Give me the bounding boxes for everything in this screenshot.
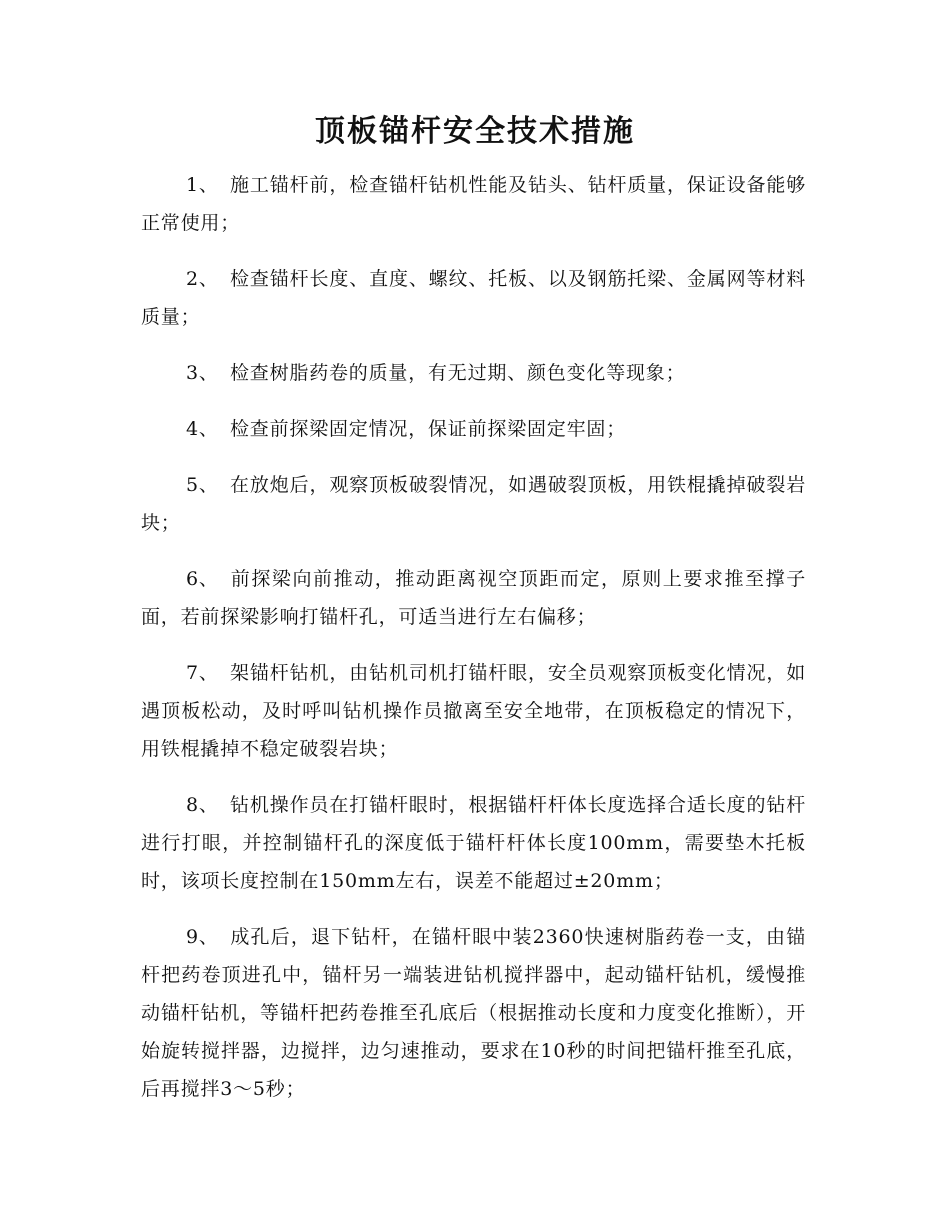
paragraph-text: 钻机操作员在打锚杆眼时，根据锚杆杆体长度选择合适长度的钻杆进行打眼，并控制锚杆孔的深度低于锚杆杆体长度100mm，需要垫木托板时，该项长度控制在150mm左右，误差不能超过±20mm； [141,794,806,892]
paragraph-text: 成孔后，退下钻杆，在锚杆眼中装2360快速树脂药卷一支，由锚杆把药卷顶进孔中，锚杆另一端装进钻机搅拌器中，起动锚杆钻机，缓慢推动锚杆钻机，等锚杆把药卷推至孔底后（根据推动长度和力度变化推断），开始旋转搅拌器，边搅拌，边匀速推动，要求在10秒的时间把锚杆推至孔底，后再搅拌3～5秒； [141,926,806,1100]
paragraph-text: 架锚杆钻机，由钻机司机打锚杆眼，安全员观察顶板变化情况，如遇顶板松动，及时呼叫钻机操作员撤离至安全地带，在顶板稳定的情况下，用铁棍撬掉不稳定破裂岩块； [141,662,806,760]
paragraph-number: 9、 [186,926,219,948]
paragraph-2 [141,260,806,336]
paragraph-6 [141,560,806,636]
paragraph-number: 7、 [186,662,219,684]
paragraph-number: 4、 [186,418,219,440]
paragraph-number: 5、 [186,474,219,496]
paragraph-text: 检查锚杆长度、直度、螺纹、托板、以及钢筋托梁、金属网等材料质量； [141,268,806,328]
paragraph-text: 检查树脂药卷的质量，有无过期、颜色变化等现象； [230,362,686,384]
paragraph-9 [141,918,806,1108]
paragraph-7 [141,654,806,768]
paragraph-text: 检查前探梁固定情况，保证前探梁固定牢固； [230,418,627,440]
paragraph-8 [141,786,806,900]
document-title: 顶板锚杆安全技术措施 [315,114,635,149]
paragraph-5 [141,466,806,542]
paragraph-number: 6、 [186,568,219,590]
paragraph-number: 3、 [186,362,219,384]
paragraph-text: 施工锚杆前，检查锚杆钻机性能及钻头、钻杆质量，保证设备能够正常使用； [141,174,806,234]
paragraph-1 [141,166,806,242]
paragraph-3 [141,354,806,392]
paragraph-number: 2、 [186,268,219,290]
paragraph-text: 前探梁向前推动，推动距离视空顶距而定，原则上要求推至撑子面，若前探梁影响打锚杆孔，可适当进行左右偏移； [141,568,806,628]
paragraph-number: 1、 [186,174,219,196]
paragraph-number: 8、 [186,794,219,816]
paragraph-4 [141,410,806,448]
paragraph-text: 在放炮后，观察顶板破裂情况，如遇破裂顶板，用铁棍撬掉破裂岩块； [141,474,806,534]
document-body [141,166,806,1126]
